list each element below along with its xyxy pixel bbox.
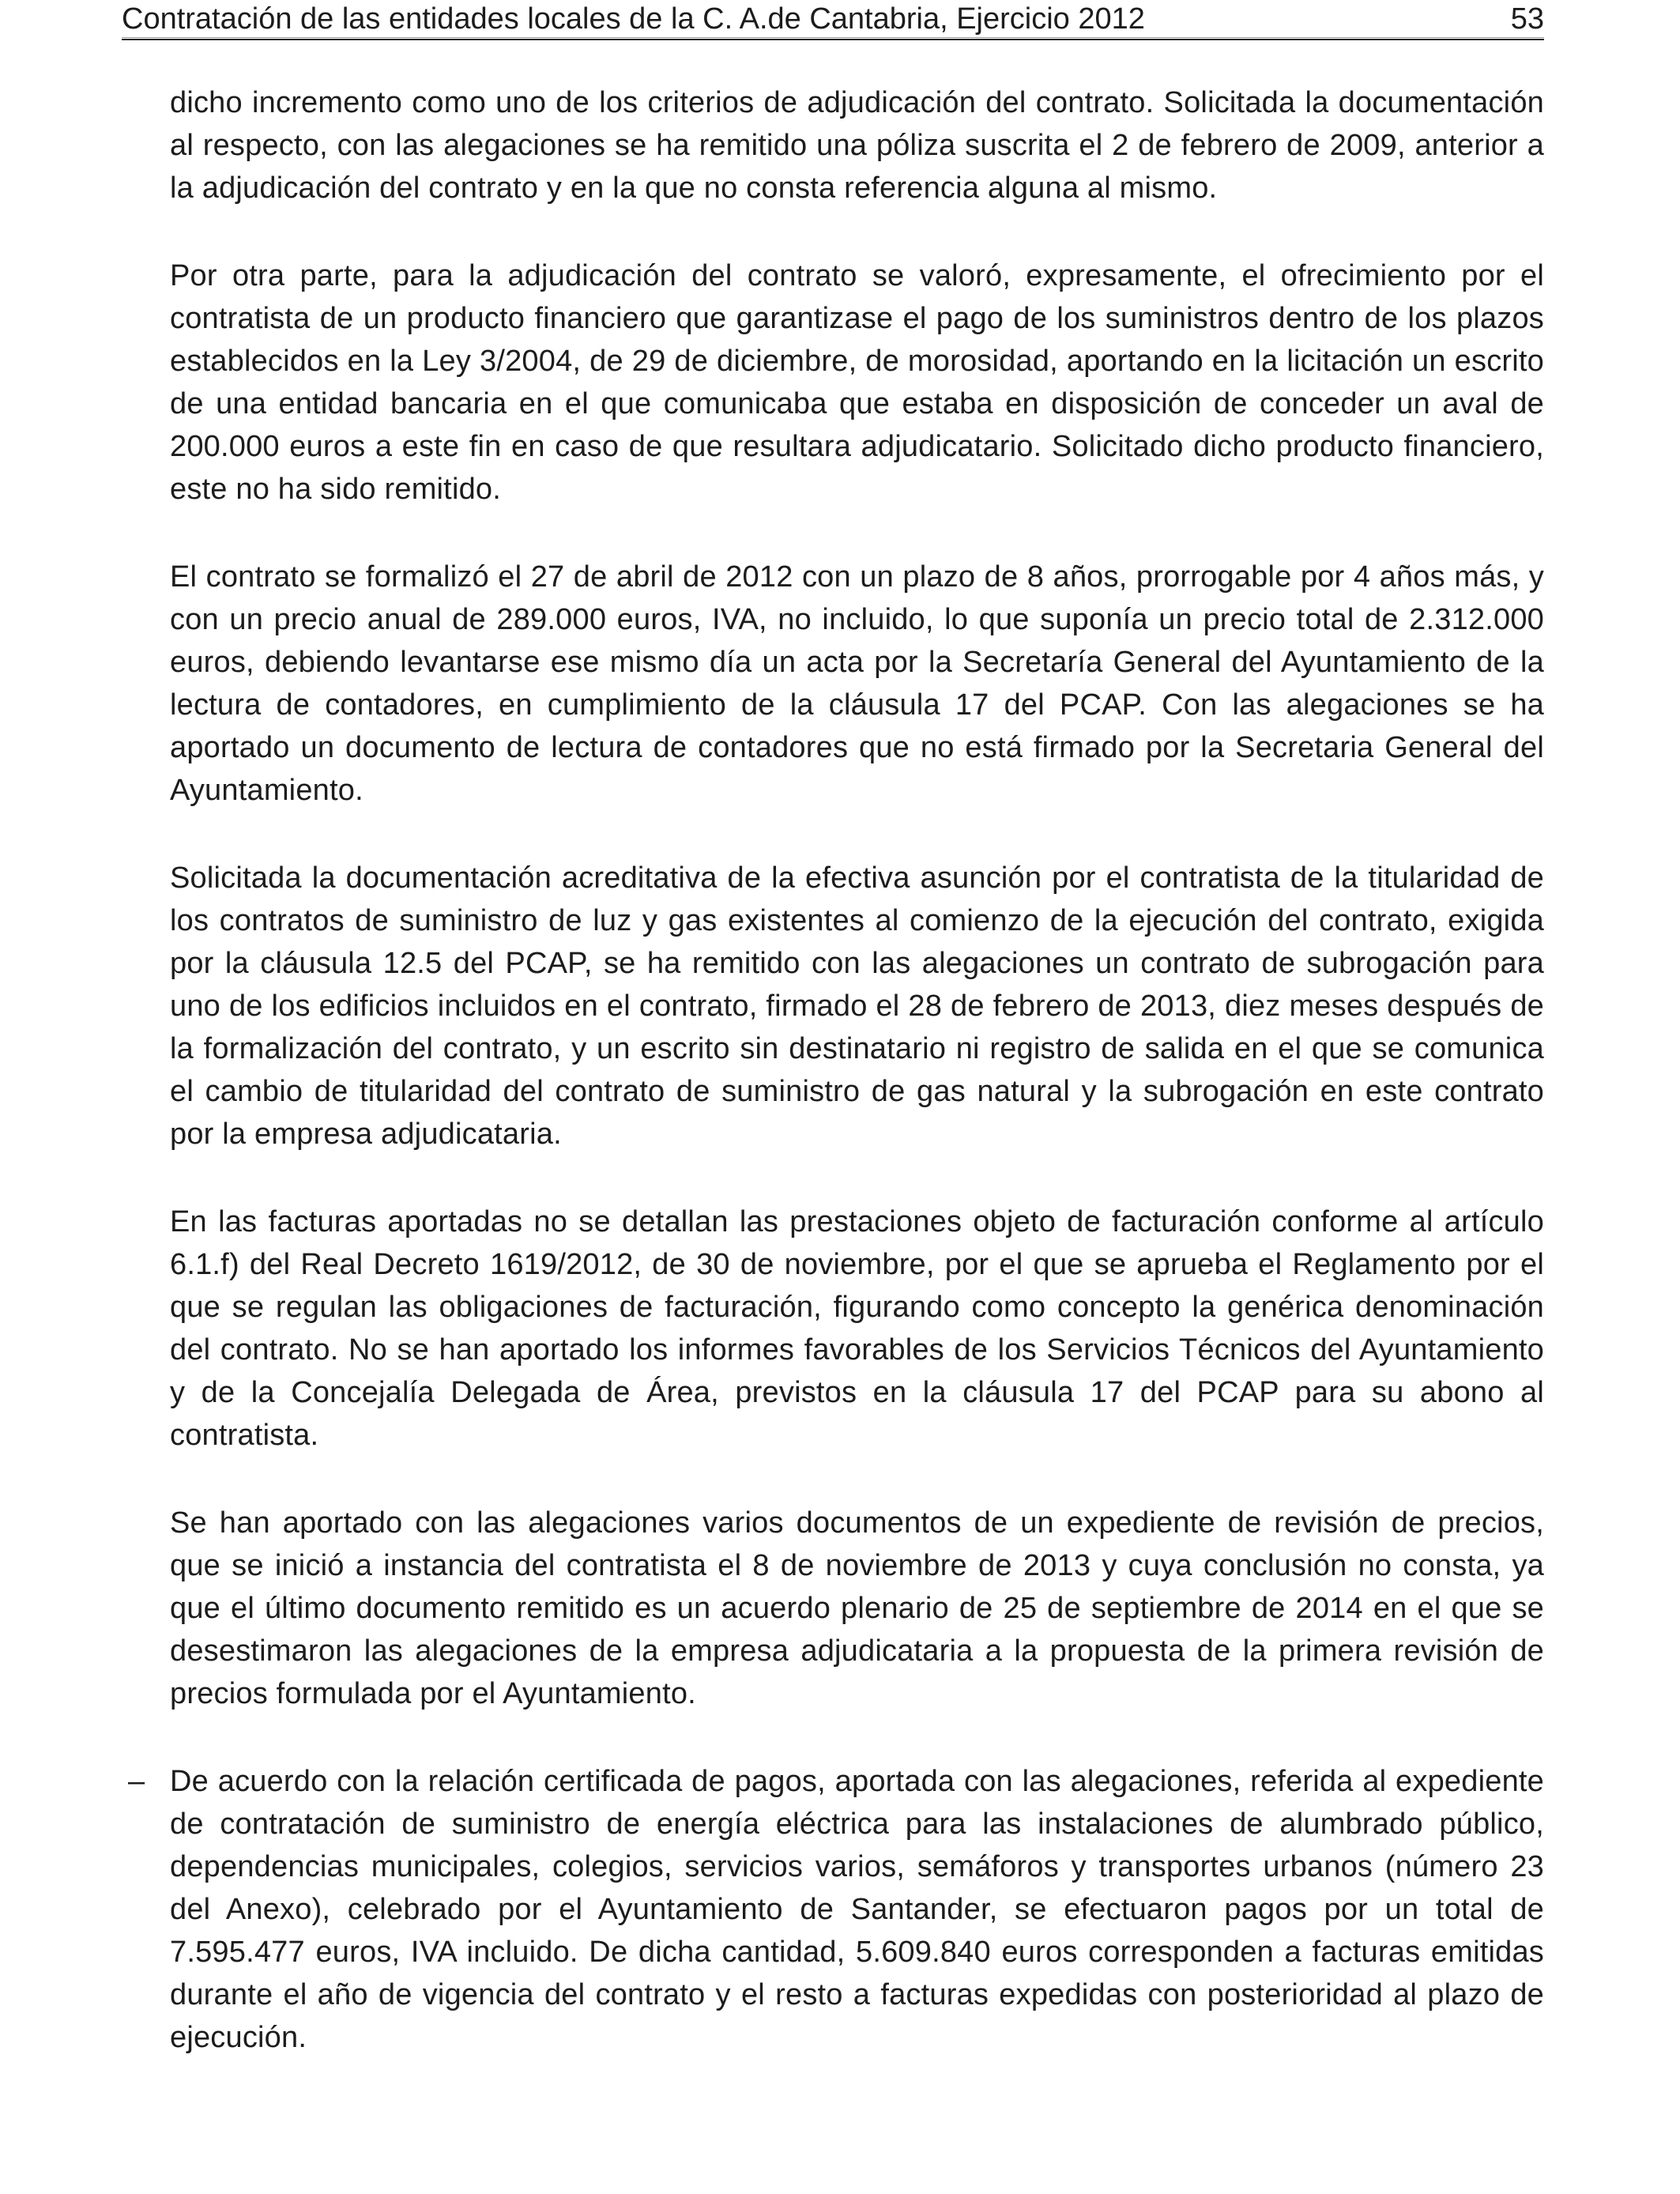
paragraph: Se han aportado con las alegaciones varios documentos de un expediente de revisión de precios, que se inició a instancia del contratista el 8 de noviembre de 2013 y cuya conclusión no consta, ya que el último documento remitido es un acuerdo plenario de 25 de septiembre de 2014 en el que se desestimaron las alegaciones de la empresa adjudicataria a la propuesta de la primera revisión de precios formulada por el Ayuntamiento. — [170, 1506, 1544, 1710]
running-title: Contratación de las entidades locales de la C. A.de Cantabria, Ejercicio 2012 — [122, 2, 1145, 36]
paragraph: dicho incremento como uno de los criterios de adjudicación del contrato. Solicitada la documentación al respecto, con las alegaciones se ha remitido una póliza suscrita el 2 de febrero de 2009, anterior a la adjudicación del contrato y en la que no consta referencia alguna al mismo. — [170, 86, 1544, 205]
page-number: 53 — [1510, 2, 1544, 36]
paragraph: En las facturas aportadas no se detallan las prestaciones objeto de facturación conforme al artículo 6.1.f) del Real Decreto 1619/2012, de 30 de noviembre, por el que se aprueba el Reglamento por el que se regulan las obligaciones de facturación, figurando como concepto la genérica denominación del contrato. No se han aportado los informes favorables de los Servicios Técnicos del Ayuntamiento y de la Concejalía Delegada de Área, previstos en la cláusula 17 del PCAP para su abono al contratista. — [170, 1205, 1544, 1452]
page-header — [122, 2, 1544, 36]
paragraph: Solicitada la documentación acreditativa de la efectiva asunción por el contratista de la titularidad de los contratos de suministro de luz y gas existentes al comienzo de la ejecución del contrato, exigida por la cláusula 12.5 del PCAP, se ha remitido con las alegaciones un contrato de subrogación para uno de los edificios incluidos en el contrato, firmado el 28 de febrero de 2013, diez meses después de la formalización del contrato, y un escrito sin destinatario ni registro de salida en el que se comunica el cambio de titularidad del contrato de suministro de gas natural y la subrogación en este contrato por la empresa adjudicataria. — [170, 861, 1544, 1151]
header-rule — [122, 37, 1544, 40]
paragraph-with-dash — [128, 1760, 1544, 2059]
paragraph-text: De acuerdo con la relación certificada de pagos, aportada con las alegaciones, referida al expediente de contratación de suministro de energía eléctrica para las instalaciones de alumbrado público, dependencias municipales, colegios, servicios varios, semáforos y transportes urbanos (número 23 del Anexo), celebrado por el Ayuntamiento de Santander, se efectuaron pagos por un total de 7.595.477 euros, IVA incluido. De dicha cantidad, 5.609.840 euros corresponden a facturas emitidas durante el año de vigencia del contrato y el resto a facturas expedidas con posterioridad al plazo de ejecución. — [170, 1765, 1544, 2054]
dash-bullet: – — [128, 1765, 145, 1798]
paragraph: Por otra parte, para la adjudicación del contrato se valoró, expresamente, el ofrecimiento por el contratista de un producto financiero que garantizase el pago de los suministros dentro de los plazos establecidos en la Ley 3/2004, de 29 de diciembre, de morosidad, aportando en la licitación un escrito de una entidad bancaria en el que comunicaba que estaba en disposición de conceder un aval de 200.000 euros a este fin en caso de que resultara adjudicatario. Solicitado dicho producto financiero, este no ha sido remitido. — [170, 259, 1544, 506]
paragraph: El contrato se formalizó el 27 de abril de 2012 con un plazo de 8 años, prorrogable por 4 años más, y con un precio anual de 289.000 euros, IVA, no incluido, lo que suponía un precio total de 2.312.000 euros, debiendo levantarse ese mismo día un acta por la Secretaría General del Ayuntamiento de la lectura de contadores, en cumplimiento de la cláusula 17 del PCAP. Con las alegaciones se ha aportado un documento de lectura de contadores que no está firmado por la Secretaria General del Ayuntamiento. — [170, 560, 1544, 807]
document-body — [128, 81, 1544, 2059]
